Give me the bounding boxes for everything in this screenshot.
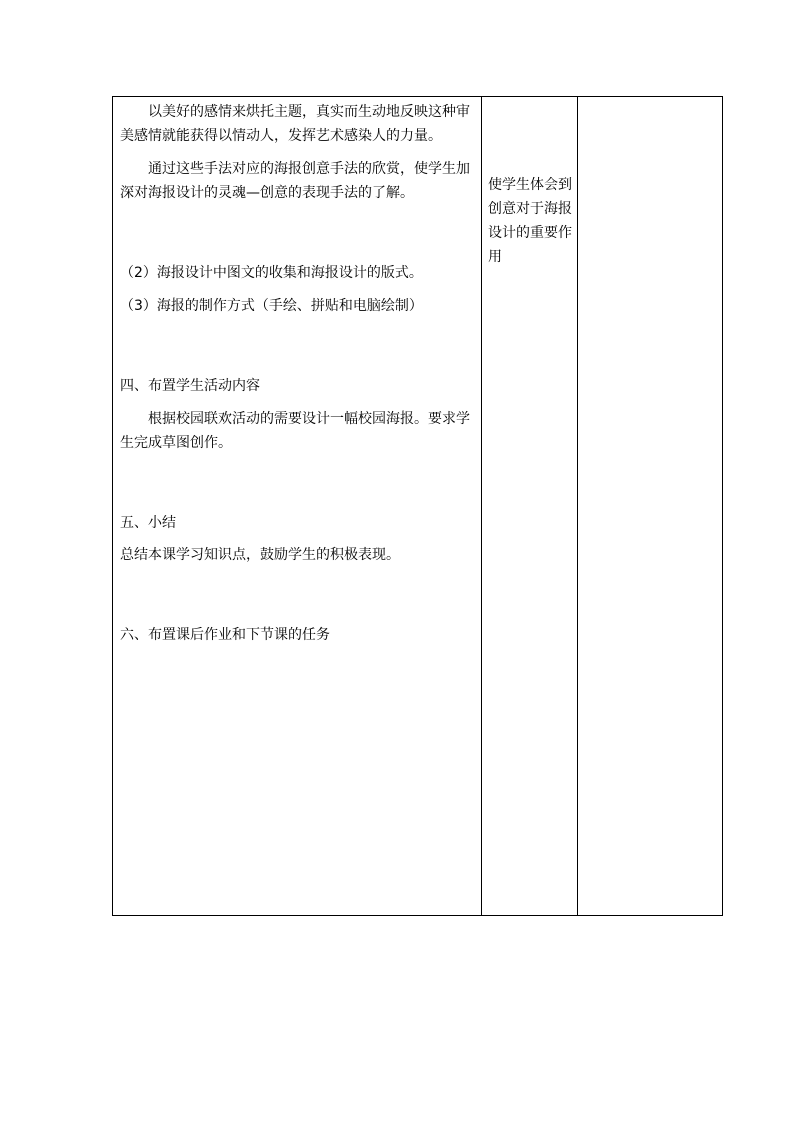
teaching-content-cell [113,97,482,916]
design-intent-text: 使学生体会到创意对于海报设计的重要作用 [488,177,572,265]
list-item-2: （2）海报设计中图文的收集和海报设计的版式。 [120,265,423,281]
paragraph-appreciation: 通过这些手法对应的海报创意手法的欣赏，使学生加深对海报设计的灵魂—创意的表现手法的了解。 [120,161,470,201]
table-row [113,97,723,916]
section-5-body: 总结本课学习知识点，鼓励学生的积极表现。 [120,547,400,563]
notes-cell [578,97,723,916]
section-6-heading: 六、布置课后作业和下节课的任务 [120,627,330,643]
list-item-3: （3）海报的制作方式（手绘、拼贴和电脑绘制） [120,298,423,314]
section-4-heading: 四、布置学生活动内容 [120,378,260,394]
design-intent-cell [482,97,578,916]
lesson-plan-table [112,96,723,916]
section-4-body: 根据校园联欢活动的需要设计一幅校园海报。要求学生完成草图创作。 [120,411,470,451]
paragraph-emotion: 以美好的感情来烘托主题，真实而生动地反映这种审美感情就能获得以情动人，发挥艺术感染人的力量。 [120,104,470,144]
section-5-heading: 五、小结 [120,515,176,531]
